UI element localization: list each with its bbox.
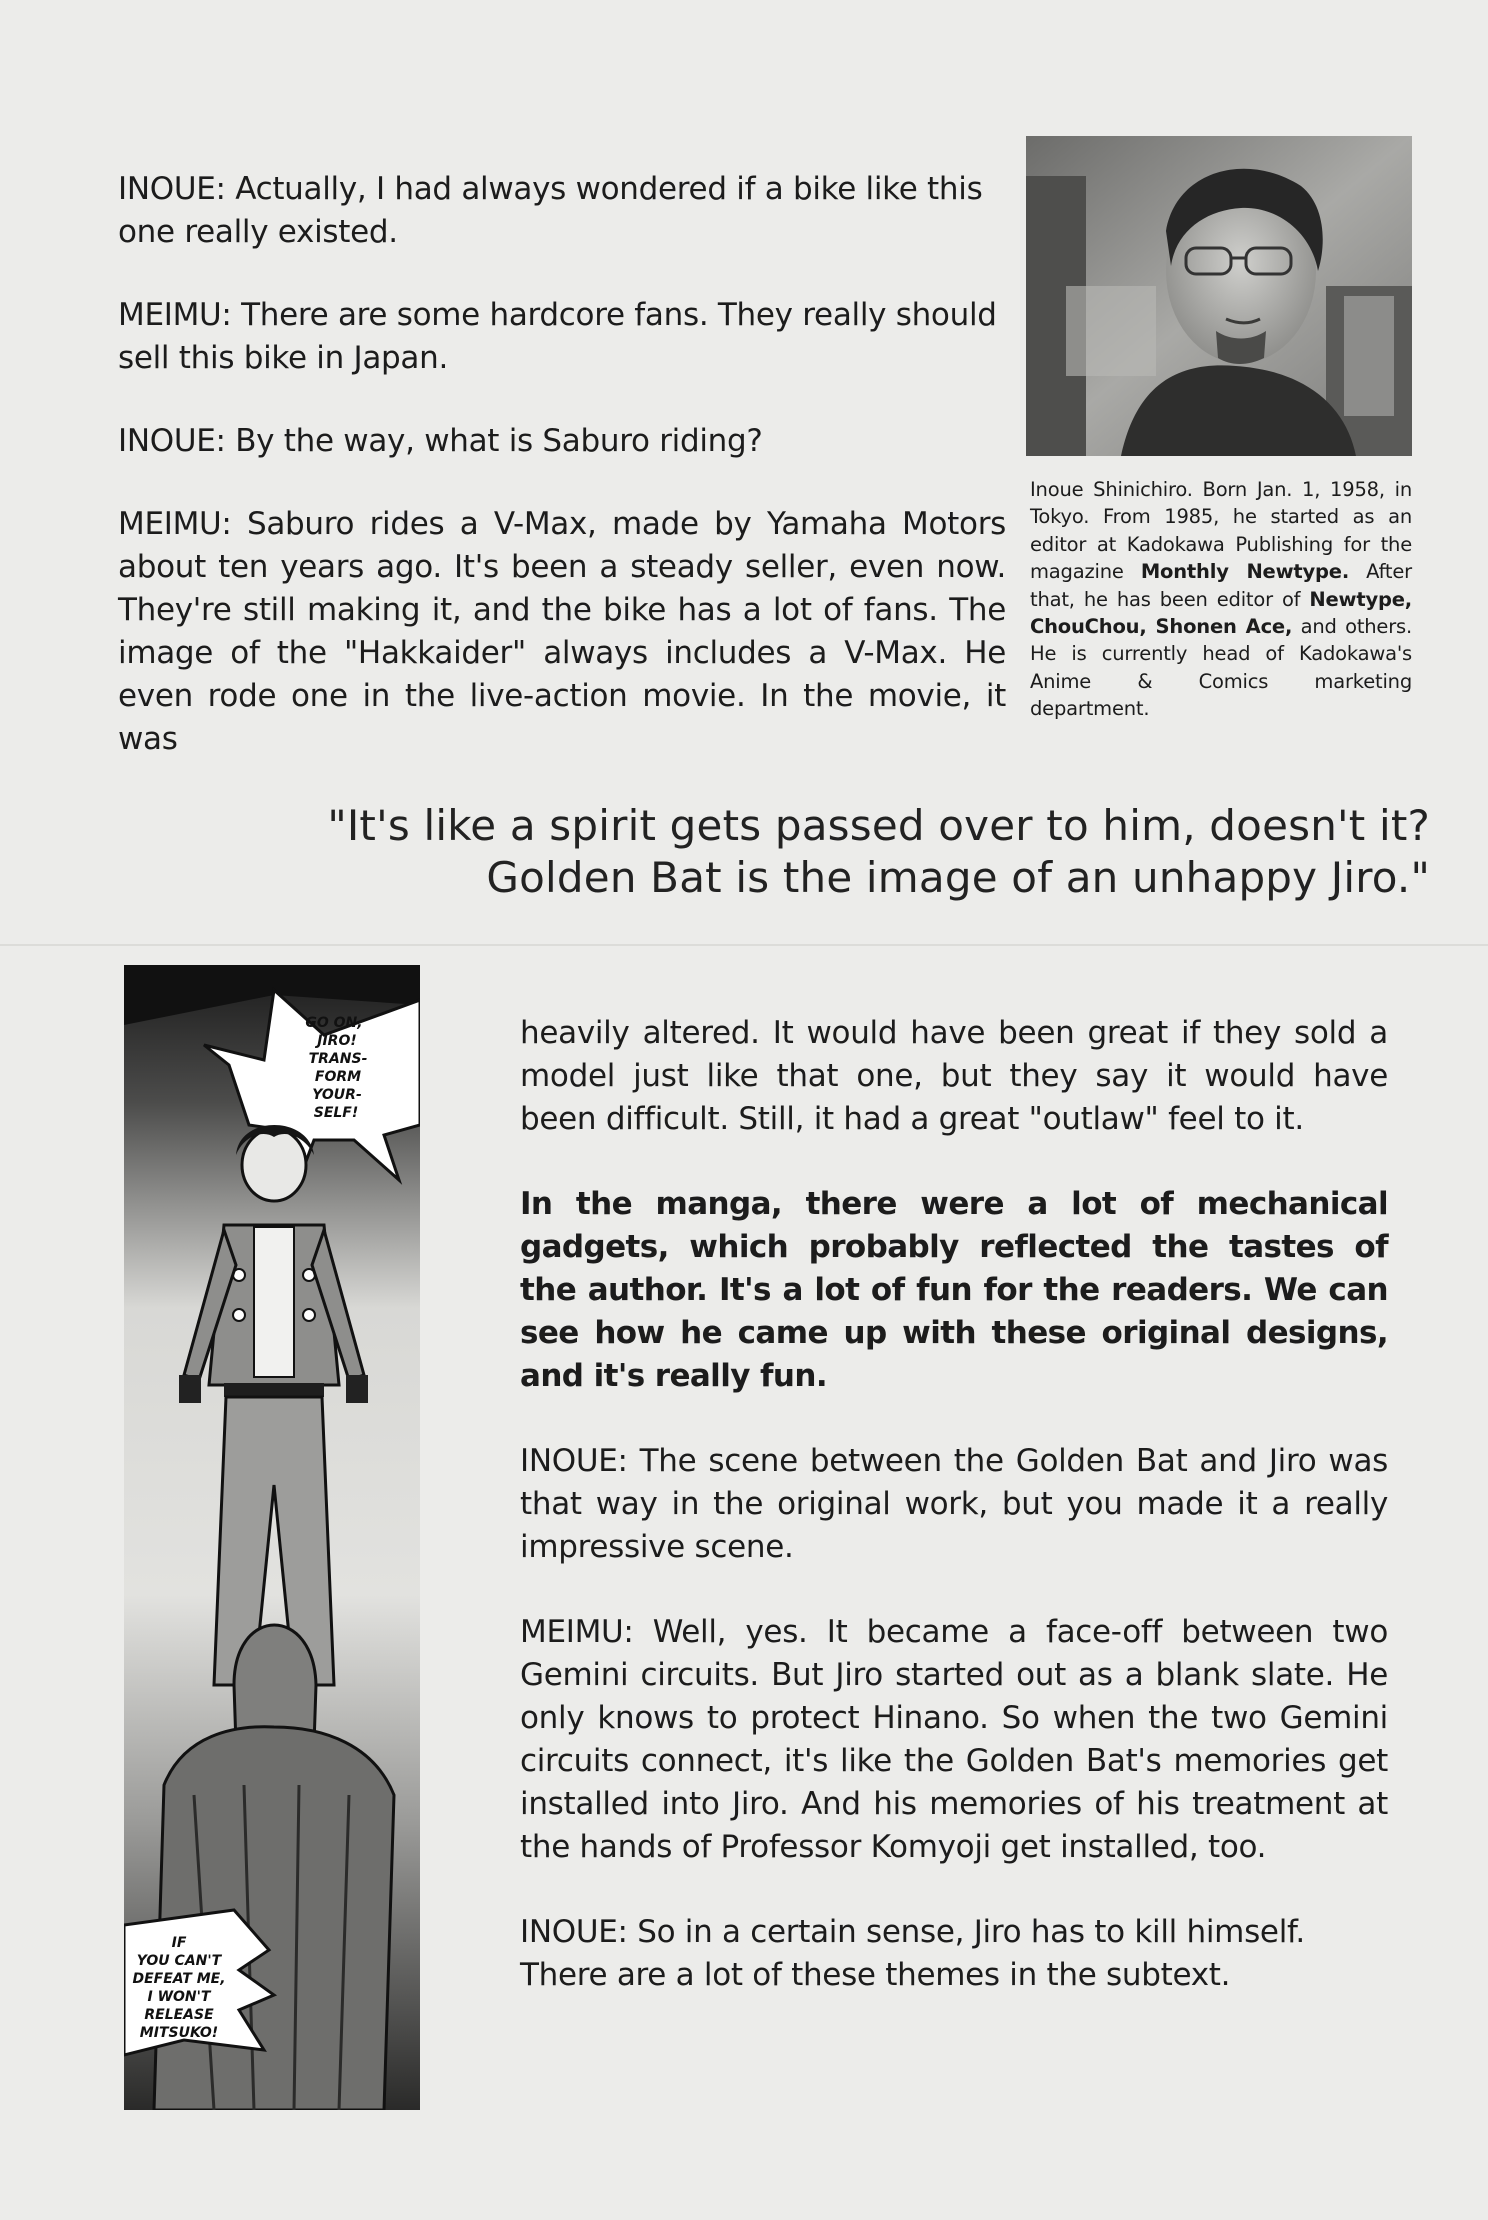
paragraph-interviewer-question: In the manga, there were a lot of mechanical gadgets, which probably reflected the tastes of the author. It's a lot of fun for the readers. We can see how he came up with these original designs, and it's really fun.	[520, 1186, 1388, 1394]
paragraph-inoue-4: INOUE: So in a certain sense, Jiro has to kill himself. There are a lot of these themes in the subtext.	[520, 1914, 1305, 1993]
bubble-bottom-line: RELEASE	[144, 2007, 214, 2023]
caption-text: After that, he has been editor of	[1030, 560, 1412, 611]
caption-bold-magazine: Monthly Newtype.	[1140, 560, 1350, 584]
pull-quote	[130, 800, 1430, 904]
manga-panel-illustration	[124, 965, 420, 2110]
paragraph-meimu-3: MEIMU: Well, yes. It became a face-off between two Gemini circuits. But Jiro started out as a blank slate. He only knows to protect Hinano. So when the two Gemini circuits connect, it's like the Golden Bat's memories get installed into Jiro. And his memories of his treatment at the hands of Professor Komyoji get installed, too.	[520, 1614, 1388, 1865]
bubble-top-line: GO ON,	[305, 1015, 363, 1031]
bubble-bottom-line: DEFEAT ME,	[132, 1971, 226, 1987]
caption-text: and others. He is currently head of Kadokawa's Anime & Comics marketing department.	[1030, 615, 1412, 721]
pull-quote-line-1: "It's like a spirit gets passed over to him, doesn't it?	[327, 801, 1430, 850]
bubble-top-line: YOUR-	[312, 1087, 362, 1103]
bubble-bottom-line: YOU CAN'T	[136, 1953, 222, 1969]
bubble-top-line: JIRO!	[317, 1033, 357, 1049]
pull-quote-line-2: Golden Bat is the image of an unhappy Jiro."	[486, 853, 1430, 902]
paragraph-inoue-2: INOUE: By the way, what is Saburo riding?	[118, 423, 763, 459]
author-bio-caption	[1030, 476, 1412, 723]
paragraph-inoue-3: INOUE: The scene between the Golden Bat and Jiro was that way in the original work, but you made it a really impressive scene.	[520, 1443, 1388, 1565]
interview-column-bottom	[520, 1012, 1388, 2039]
bubble-bottom-line: I WON'T	[147, 1989, 211, 2005]
bubble-bottom-line: IF	[171, 1935, 187, 1951]
bubble-bottom-line: MITSUKO!	[139, 2025, 219, 2041]
caption-bold-titles: Newtype, ChouChou, Shonen Ace,	[1030, 587, 1412, 639]
caption-text: Inoue Shinichiro. Born Jan. 1, 1958, in Tokyo. From 1985, he started as an editor at Kadokawa Publishing for the magazine	[1030, 478, 1412, 584]
bubble-top-line: TRANS-	[308, 1051, 368, 1067]
paragraph-meimu-1: MEIMU: There are some hardcore fans. They really should sell this bike in Japan.	[118, 297, 997, 376]
bubble-top-line: SELF!	[313, 1105, 359, 1121]
paragraph-meimu-2: MEIMU: Saburo rides a V-Max, made by Yamaha Motors about ten years ago. It's been a steady seller, even now. They're still making it, and the bike has a lot of fans. The image of the "Hakkaider" always includes a V-Max. He even rode one in the live-action movie. In the movie, it was	[118, 506, 1006, 757]
paragraph-continued: heavily altered. It would have been great if they sold a model just like that one, but they say it would have been difficult. Still, it had a great "outlaw" feel to it.	[520, 1015, 1388, 1137]
author-portrait-photo	[1026, 136, 1412, 456]
paragraph-inoue-1: INOUE: Actually, I had always wondered if a bike like this one really existed.	[118, 171, 983, 250]
interview-column-top	[118, 168, 1006, 801]
bubble-top-line: FORM	[314, 1069, 362, 1085]
page-fold-divider	[0, 944, 1488, 946]
